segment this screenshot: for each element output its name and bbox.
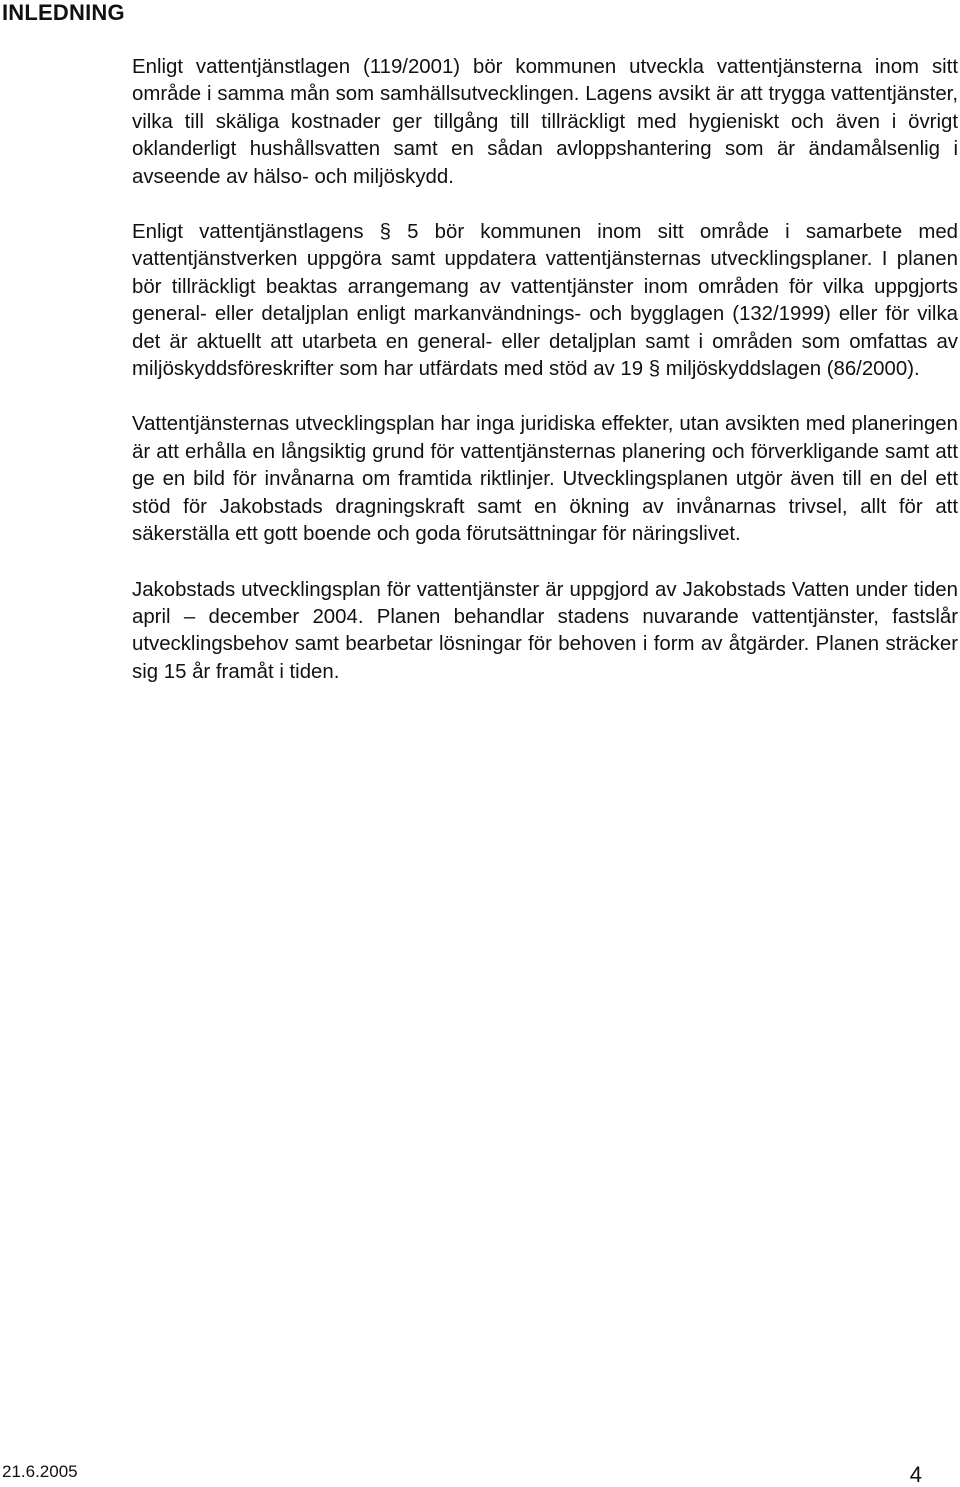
page-number: 4 (909, 1462, 922, 1487)
body-text (132, 54, 958, 714)
paragraph-1: Enligt vattentjänstlagen (119/2001) bör kommunen utveckla vattentjänsterna inom sitt område i samma mån som samhällsutvecklingen. Lagens avsikt är att trygga vattentjänster, vilka till skäliga kostnader ger tillgång till tillräckligt med hygieniskt och även i övrigt oklanderligt hushållsvatten samt en sådan avloppshantering som är ändamålsenlig i avseende av hälso- och miljöskydd. (132, 56, 958, 188)
paragraph-4: Jakobstads utvecklingsplan för vattentjänster är uppgjord av Jakobstads Vatten under tiden april – december 2004. Planen behandlar stadens nuvarande vattentjänster, fastslår utvecklingsbehov samt bearbetar lösningar för behoven i form av åtgärder. Planen sträcker sig 15 år framåt i tiden. (132, 578, 958, 683)
paragraph-3: Vattentjänsternas utvecklingsplan har inga juridiska effekter, utan avsikten med planeringen är att erhålla en långsiktig grund för vattentjänsternas planering och förverkligande samt att ge en bild för invånarna om framtida riktlinjer. Utvecklingsplanen utgör även till en del ett stöd för Jakobstads dragningskraft samt en ökning av invånarnas trivsel, allt för att säkerställa ett gott boende och goda förutsättningar för näringslivet. (132, 413, 958, 546)
page-heading: INLEDNING (2, 0, 125, 25)
footer-date: 21.6.2005 (2, 1462, 78, 1481)
paragraph-2: Enligt vattentjänstlagens § 5 bör kommunen inom sitt område i samarbete med vattentjänstverken uppgöra samt uppdatera vattentjänsternas utvecklingsplaner. I planen bör tillräckligt beaktas arrangemang av vattentjänster inom områden för vilka uppgjorts general- eller detaljplan enligt markanvändnings- och bygglagen (132/1999) eller för vilka det är aktuellt att utarbeta en general- eller detaljplan samt i områden som omfattas av miljöskyddsföreskrifter som har utfärdats med stöd av 19 § miljöskyddslagen (86/2000). (132, 221, 958, 381)
